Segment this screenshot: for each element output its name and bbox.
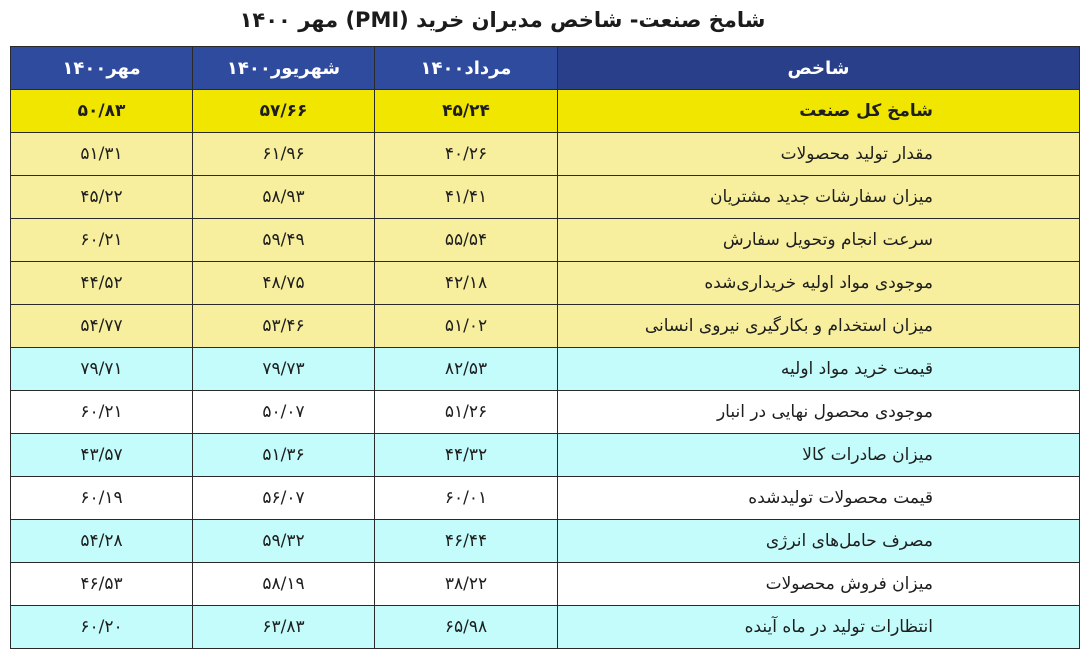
- row-value-mehr: ۶۰/۲۱: [11, 391, 193, 434]
- row-indicator-name: مقدار تولید محصولات: [558, 133, 1080, 176]
- pmi-table: [10, 46, 1080, 649]
- row-value-shahrivar: ۵۶/۰۷: [193, 477, 375, 520]
- row-indicator-name: میزان استخدام و بکارگیری نیروی انسانی: [558, 305, 1080, 348]
- table-row: [11, 348, 1080, 391]
- row-indicator-name: موجودی محصول نهایی در انبار: [558, 391, 1080, 434]
- row-value-mehr: ۶۰/۱۹: [11, 477, 193, 520]
- table-row: [11, 391, 1080, 434]
- row-value-shahrivar: ۶۳/۸۳: [193, 606, 375, 649]
- row-value-mehr: ۷۹/۷۱: [11, 348, 193, 391]
- row-value-shahrivar: ۵۸/۱۹: [193, 563, 375, 606]
- row-value-shahrivar: ۵۹/۴۹: [193, 219, 375, 262]
- row-indicator-name: مصرف حامل‌های انرژی: [558, 520, 1080, 563]
- table-row: [11, 90, 1080, 133]
- row-value-shahrivar: ۵۸/۹۳: [193, 176, 375, 219]
- row-value-shahrivar: ۵۰/۰۷: [193, 391, 375, 434]
- row-indicator-name: موجودی مواد اولیه خریداری‌شده: [558, 262, 1080, 305]
- row-value-mehr: ۵۴/۷۷: [11, 305, 193, 348]
- row-value-mordad: ۳۸/۲۲: [375, 563, 558, 606]
- row-value-mordad: ۵۱/۲۶: [375, 391, 558, 434]
- row-value-mordad: ۵۱/۰۲: [375, 305, 558, 348]
- row-value-mordad: ۵۵/۵۴: [375, 219, 558, 262]
- table-row: [11, 434, 1080, 477]
- row-value-shahrivar: ۵۳/۴۶: [193, 305, 375, 348]
- table-row: [11, 606, 1080, 649]
- row-indicator-name: شامخ کل صنعت: [558, 90, 1080, 133]
- page-title: شامخ صنعت- شاخص مدیران خرید (PMI) مهر ۱۴۰۰: [239, 8, 766, 32]
- row-indicator-name: انتظارات تولید در ماه آینده: [558, 606, 1080, 649]
- table-header: [11, 47, 1080, 90]
- row-indicator-name: سرعت انجام وتحویل سفارش: [558, 219, 1080, 262]
- row-value-mordad: ۴۴/۳۲: [375, 434, 558, 477]
- row-value-mordad: ۴۶/۴۴: [375, 520, 558, 563]
- row-value-mordad: ۴۲/۱۸: [375, 262, 558, 305]
- row-value-shahrivar: ۷۹/۷۳: [193, 348, 375, 391]
- row-value-shahrivar: ۵۷/۶۶: [193, 90, 375, 133]
- row-value-mordad: ۴۰/۲۶: [375, 133, 558, 176]
- row-value-mordad: ۴۵/۲۴: [375, 90, 558, 133]
- table-body: [11, 90, 1080, 649]
- row-indicator-name: قیمت خرید مواد اولیه: [558, 348, 1080, 391]
- header-mehr: مهر۱۴۰۰: [11, 47, 193, 90]
- row-value-mehr: ۴۴/۵۲: [11, 262, 193, 305]
- table-row: [11, 305, 1080, 348]
- row-value-mordad: ۴۱/۴۱: [375, 176, 558, 219]
- row-value-mehr: ۴۶/۵۳: [11, 563, 193, 606]
- header-mordad: مرداد۱۴۰۰: [375, 47, 558, 90]
- header-shahrivar: شهریور۱۴۰۰: [193, 47, 375, 90]
- table-row: [11, 262, 1080, 305]
- header-indicator: شاخص: [558, 47, 1080, 90]
- table-row: [11, 520, 1080, 563]
- table-row: [11, 176, 1080, 219]
- row-value-mehr: ۵۰/۸۳: [11, 90, 193, 133]
- row-value-mordad: ۶۵/۹۸: [375, 606, 558, 649]
- row-value-shahrivar: ۵۹/۳۲: [193, 520, 375, 563]
- table-row: [11, 133, 1080, 176]
- row-value-shahrivar: ۵۱/۳۶: [193, 434, 375, 477]
- row-value-mehr: ۶۰/۲۰: [11, 606, 193, 649]
- row-indicator-name: قیمت محصولات تولیدشده: [558, 477, 1080, 520]
- row-value-shahrivar: ۶۱/۹۶: [193, 133, 375, 176]
- row-value-shahrivar: ۴۸/۷۵: [193, 262, 375, 305]
- header-row: [11, 47, 1080, 90]
- table-row: [11, 219, 1080, 262]
- row-value-mordad: ۸۲/۵۳: [375, 348, 558, 391]
- row-value-mehr: ۴۳/۵۷: [11, 434, 193, 477]
- row-indicator-name: میزان سفارشات جدید مشتریان: [558, 176, 1080, 219]
- row-indicator-name: میزان فروش محصولات: [558, 563, 1080, 606]
- row-indicator-name: میزان صادرات کالا: [558, 434, 1080, 477]
- table-row: [11, 477, 1080, 520]
- row-value-mehr: ۵۱/۳۱: [11, 133, 193, 176]
- row-value-mehr: ۵۴/۲۸: [11, 520, 193, 563]
- row-value-mehr: ۴۵/۲۲: [11, 176, 193, 219]
- table-row: [11, 563, 1080, 606]
- row-value-mordad: ۶۰/۰۱: [375, 477, 558, 520]
- row-value-mehr: ۶۰/۲۱: [11, 219, 193, 262]
